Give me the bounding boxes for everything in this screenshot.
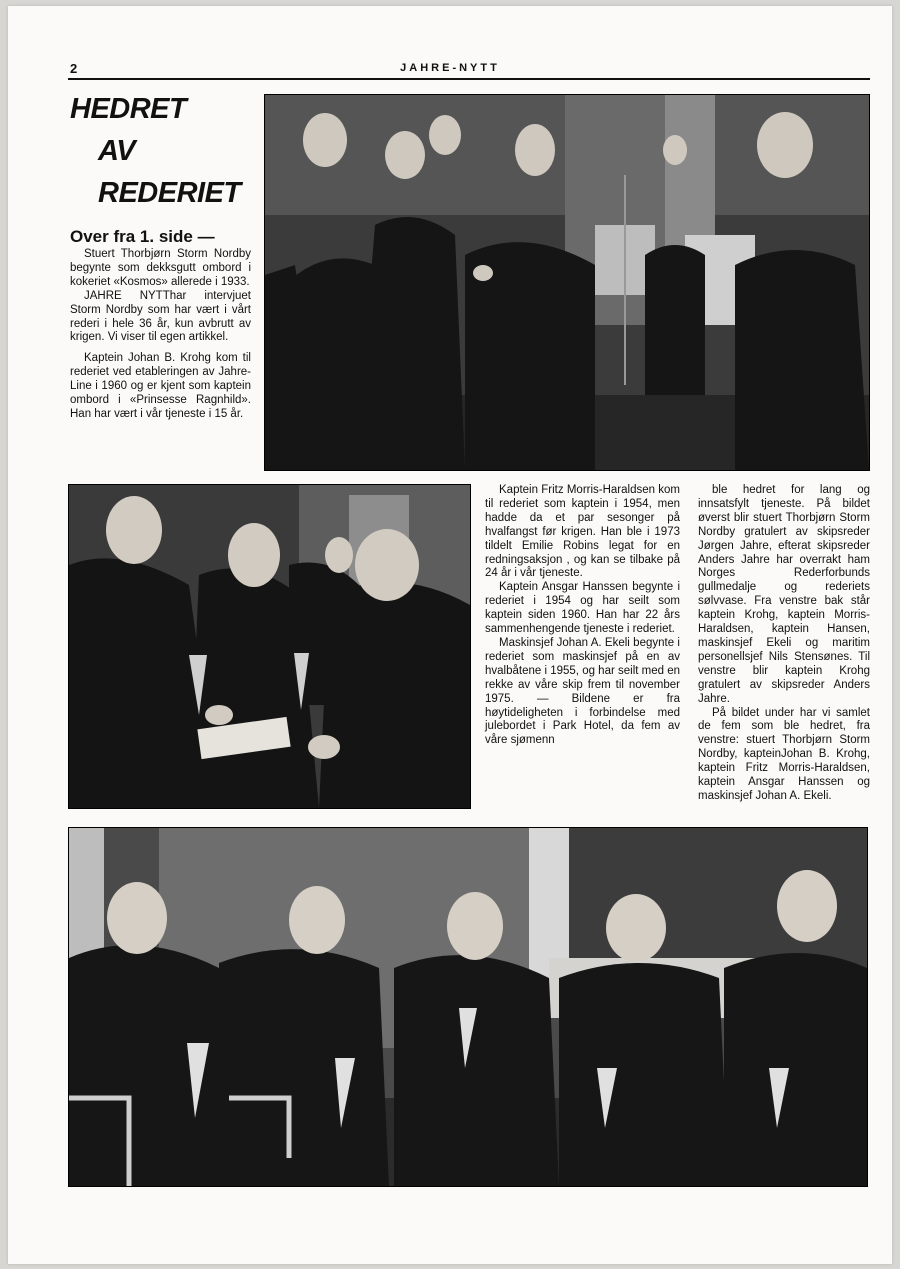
paragraph: Kaptein Johan B. Krohg kom til rederiet ved etableringen av Jahre-Line i 1960 og er kjent som kaptein ombord i «Prinsesse Ragnhild». Han har vært i vår tjeneste i 15 år.	[70, 352, 251, 420]
paragraph: JAHRE NYTThar intervjuet Storm Nordby som har vært i vårt rederi i hele 36 år, kun avbrutt av krigen. Vi viser til egen artikkel.	[70, 289, 251, 344]
headline-line-2: AV	[98, 135, 136, 167]
article-subhead: Over fra 1. side —	[70, 227, 215, 246]
headline-line-3: REDERIET	[98, 177, 241, 209]
text-column-middle	[485, 484, 680, 748]
running-head: JAHRE-NYTT	[400, 62, 500, 74]
headline-line-1: HEDRET	[70, 93, 187, 125]
text-column-right	[698, 484, 870, 804]
text-column-left	[70, 248, 251, 422]
paragraph: Maskinsjef Johan A. Ekeli begynte i rederiet som maskinsjef på en av hvalbåtene i 1955, og har seilt med en rekke av våre skip frem til november 1975. — Bildene er fra høytideligheten i forbindelse med julebordet i Park Hotel, da fem av våre sjømenn	[485, 636, 680, 747]
header-rule	[68, 78, 870, 80]
paragraph: På bildet under har vi samlet de fem som ble hedret, fra venstre: stuert Thorbjørn Storm Nordby, kapteinJohan B. Krohg, kaptein Fritz Morris-Haraldsen, kaptein Ansgar Hanssen og maskinsjef Johan A. Ekeli.	[698, 706, 870, 802]
photo-award-ceremony-top	[264, 94, 870, 471]
photo-captain-congratulated	[68, 484, 471, 809]
paragraph: Kaptein Ansgar Hanssen begynte i rederiet i 1954 og har seilt som kaptein siden 1960. Han har 22 års sammenhengende tjeneste i rederiet.	[485, 581, 680, 636]
paragraph: Stuert Thorbjørn Storm Nordby begynte som dekksgutt ombord i kokeriet «Kosmos» allerede i 1933.	[70, 248, 251, 288]
photo-five-honorees-seated	[68, 827, 868, 1187]
article-headline	[70, 88, 260, 214]
page-number: 2	[70, 61, 78, 76]
paragraph: ble hedret for lang og innsatsfylt tjeneste. På bildet øverst blir stuert Thorbjørn Storm Nordby gratulert av skipsreder Jørgen Jahre, efterat skipsreder Anders Jahre har overrakt ham Norges Rederforbunds gullmedalje og rederiets sølvvase. Fra venstre bak står kaptein Krohg, kaptein Morris-Haraldsen, kaptein Hansen, maskinsjef Ekeli og maritim personellsjef Nils Stensønes. Til venstre blir kaptein Krohg gratulert av skipsreder Anders Jahre.	[698, 484, 870, 705]
paragraph: Kaptein Fritz Morris-Haraldsen kom til rederiet som kaptein i 1954, men hadde da et par sesonger på hvalfangst før krigen. Han ble i 1973 tildelt Emilie Robins legat for en redningsaksjon , og kan se tilbake på 24 år i vår tjeneste.	[485, 484, 680, 580]
